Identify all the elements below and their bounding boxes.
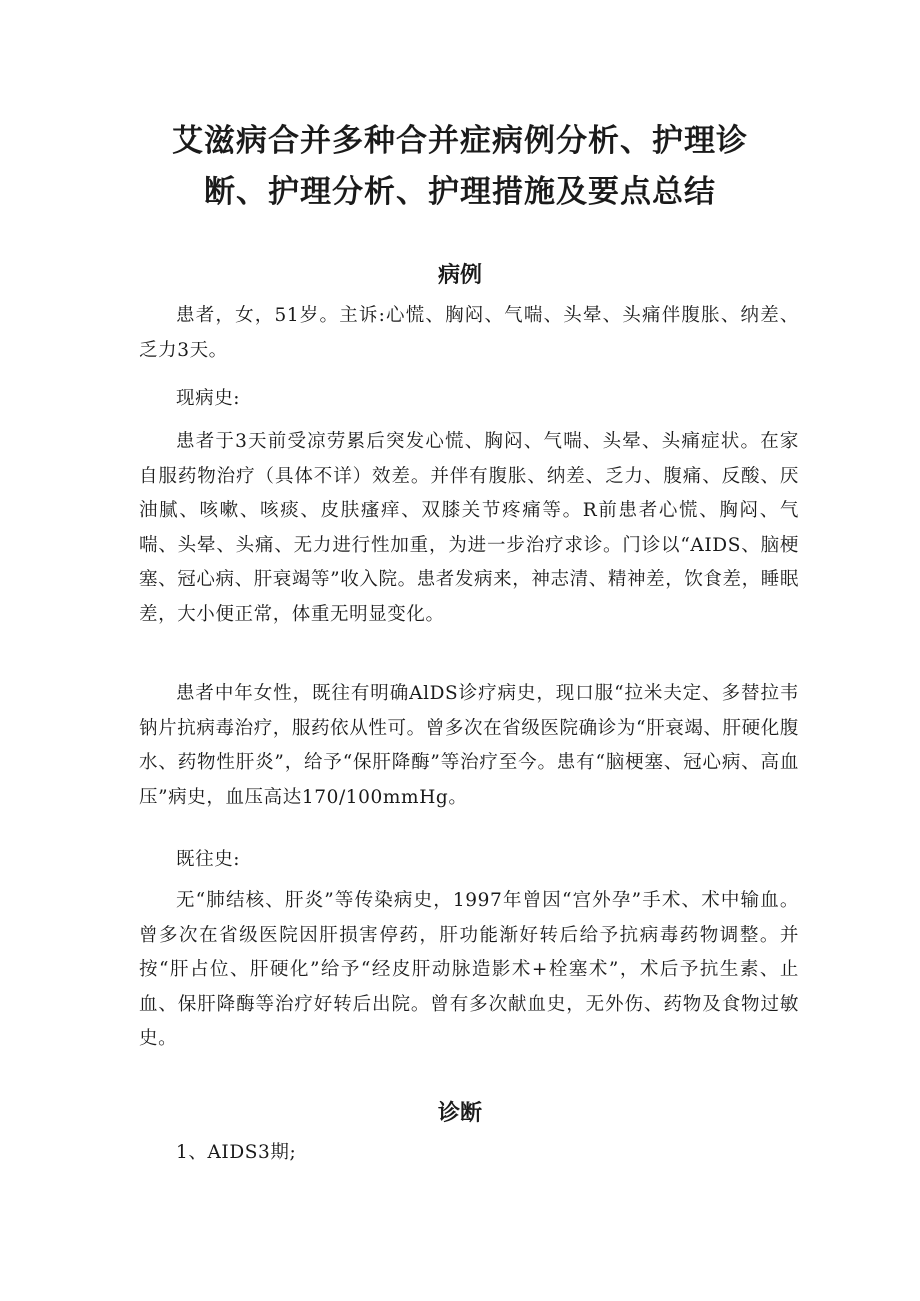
diagnosis-item-1: 1、AIDS3期; xyxy=(176,1142,297,1163)
document-title-line-2: 断、护理分析、护理措施及要点总结 xyxy=(204,174,716,210)
past-history-label: 既往史: xyxy=(176,849,241,870)
present-history-paragraph: 患者于3天前受凉劳累后突发心慌、胸闷、气喘、头晕、头痛症状。在家自服药物治疗（具体不详）效差。并伴有腹胀、纳差、乏力、腹痛、反酸、厌油腻、咳嗽、咳痰、皮肤瘙痒、双膝关节疼痛等。R前患者心慌、胸闷、气喘、头晕、头痛、无力进行性加重，为进一步治疗求诊。门诊以“AIDS、脑梗塞、冠心病、肝衰竭等”收入院。患者发病来，神志清、精神差，饮食差，睡眠差，大小便正常，体重无明显变化。 xyxy=(139,431,799,625)
aids-history-paragraph: 患者中年女性，既往有明确AlDS诊疗病史，现口服“拉米夫定、多替拉韦钠片抗病毒治疗，服药依从性可。曾多次在省级医院确诊为“肝衰竭、肝硬化腹水、药物性肝炎”，给予“保肝降酶”等治疗至今。患有“脑梗塞、冠心病、高血压”病史，血压高达170/100mmHg。 xyxy=(139,683,799,808)
past-history-paragraph: 无“肺结核、肝炎”等传染病史，1997年曾因“宫外孕”手术、术中输血。曾多次在省级医院因肝损害停药，肝功能渐好转后给予抗病毒药物调整。并按“肝占位、肝硬化”给予“经皮肝动脉造影术+栓塞术”，术后予抗生素、止血、保肝降酶等治疗好转后出院。曾有多次献血史，无外伤、药物及食物过敏史。 xyxy=(139,890,799,1050)
case-section-heading: 病例 xyxy=(437,263,482,288)
diagnosis-section-heading: 诊断 xyxy=(437,1101,482,1126)
document-title-line-1: 艾滋病合并多种合并症病例分析、护理诊 xyxy=(172,123,748,159)
chief-complaint-paragraph: 患者，女，51岁。主诉:心慌、胸闷、气喘、头晕、头痛伴腹胀、纳差、乏力3天。 xyxy=(139,305,799,361)
present-history-label: 现病史: xyxy=(176,388,241,409)
